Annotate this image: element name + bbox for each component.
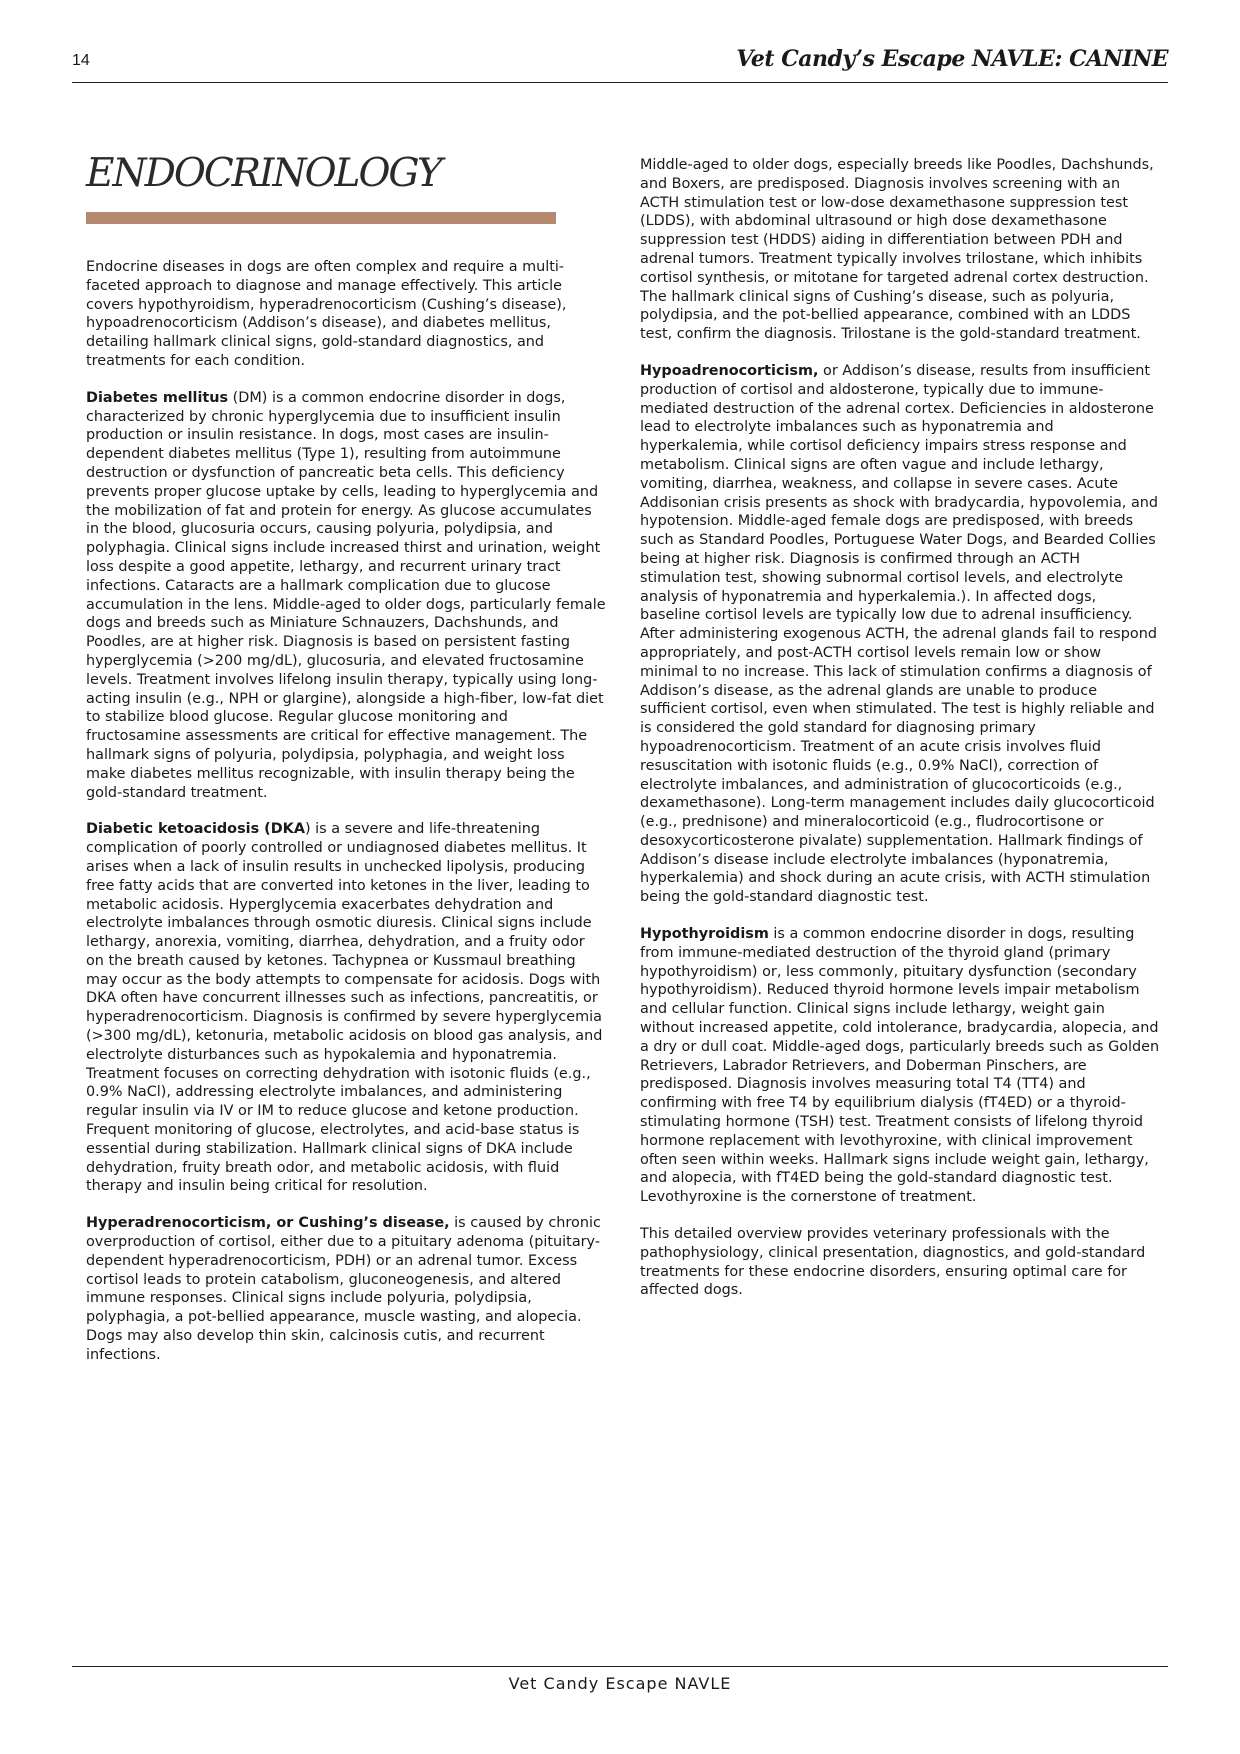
conclusion-paragraph: This detailed overview provides veterinary professionals with the pathophysiology, clinical presentation, diagnostics, and gold-standard treatments for these endocrine disorders, ensuring optimal care for affected dogs. [640,1226,1146,1299]
cushings-heading: Hyperadrenocorticism, or Cushing’s disease, [86,1215,450,1232]
addisons-heading: Hypoadrenocorticism, [640,362,819,379]
diabetes-heading: Diabetes mellitus [86,389,229,406]
intro-paragraph: Endocrine diseases in dogs are often complex and require a multi-faceted approach to diagnose and manage effectively. This article covers hypothyroidism, hyperadrenocorticism (Cushing’s disease), hypoadrenocorticism (Addison’s disease), and diabetes mellitus, detailing hallmark clinical signs, gold-standard diagnostics, and treatments for each condition. [86,259,567,369]
left-column [86,150,606,1383]
dka-body: ) is a severe and life-threatening complication of poorly controlled or undiagnosed diabetes mellitus. It arises when a lack of insulin results in unchecked lipolysis, producing free fatty acids that are converted into ketones in the liver, leading to metabolic acidosis. Hyperglycemia exacerbates dehydration and electrolyte imbalances through osmotic diuresis. Clinical signs include lethargy, anorexia, vomiting, diarrhea, dehydration, and a fruity odor on the breath caused by ketones. Tachypnea or Kussmaul breathing may occur as the body attempts to compensate for acidosis. Dogs with DKA often have concurrent illnesses such as infections, pancreatitis, or hyperadrenocorticism. Diagnosis is confirmed by severe hyperglycemia (>300 mg/dL), ketonuria, metabolic acidosis on blood gas analysis, and electrolyte disturbances such as hypokalemia and hyponatremia. Treatment focuses on correcting dehydration with isotonic fluids (e.g., 0.9% NaCl), addressing electrolyte imbalances, and administering regular insulin via IV or IM to reduce glucose and ketone production. Frequent monitoring of glucose, electrolytes, and acid-base status is essential during stabilization. Hallmark clinical signs of DKA include dehydration, fruity breath odor, and metabolic acidosis, with fluid therapy and insulin being critical for resolution. [86,821,603,1195]
diabetes-body: (DM) is a common endocrine disorder in dogs, characterized by chronic hyperglycemia due to insufficient insulin production or insulin resistance. In dogs, most cases are insulin-dependent diabetes mellitus (Type 1), resulting from autoimmune destruction or dysfunction of pancreatic beta cells. This deficiency prevents proper glucose uptake by cells, leading to hyperglycemia and the mobilization of fat and protein for energy. As glucose accumulates in the blood, glucosuria occurs, causing polyuria, polydipsia, and polyphagia. Clinical signs include increased thirst and urination, weight loss despite a good appetite, lethargy, and recurrent urinary tract infections. Cataracts are a hallmark complication due to glucose accumulation in the lens. Middle-aged to older dogs, particularly female dogs and breeds such as Miniature Schnauzers, Dachshunds, and Poodles, are at higher risk. Diagnosis is based on persistent fasting hyperglycemia (>200 mg/dL), glucosuria, and elevated fructosamine levels. Treatment involves lifelong insulin therapy, typically using long-acting insulin (e.g., NPH or glargine), alongside a high-fiber, low-fat diet to stabilize blood glucose. Regular glucose monitoring and fructosamine assessments are critical for effective management. The hallmark signs of polyuria, polydipsia, polyphagia, and weight loss make diabetes mellitus recognizable, with insulin therapy being the gold-standard treatment. [86,389,606,801]
hypothyroidism-heading: Hypothyroidism [640,926,769,943]
cushings-paragraph [86,1214,606,1364]
addisons-body: or Addison’s disease, results from insufficient production of cortisol and aldosterone, typically due to immune-mediated destruction of the adrenal cortex. Deficiencies in aldosterone lead to electrolyte imbalances such as hyponatremia and hyperkalemia, while cortisol deficiency impairs stress response and metabolism. Clinical signs are often vague and include lethargy, vomiting, diarrhea, weakness, and collapse in severe cases. Acute Addisonian crisis presents as shock with bradycardia, hypovolemia, and hypotension. Middle-aged female dogs are predisposed, with breeds such as Standard Poodles, Portuguese Water Dogs, and Bearded Collies being at higher risk. Diagnosis is confirmed through an ACTH stimulation test, showing subnormal cortisol levels, and electrolyte analysis of hyponatremia and hyperkalemia.). In affected dogs, baseline cortisol levels are typically low due to adrenal insufficiency. After administering exogenous ACTH, the adrenal glands fail to respond appropriately, and post-ACTH cortisol levels remain low or show minimal to no increase. This lack of stimulation confirms a diagnosis of Addison’s disease, as the adrenal glands are unable to produce sufficient cortisol, even when stimulated. The test is highly reliable and is considered the gold standard for diagnosing primary hypoadrenocorticism. Treatment of an acute crisis involves fluid resuscitation with isotonic fluids (e.g., 0.9% NaCl), correction of electrolyte imbalances, and administration of glucocorticoids (e.g., dexamethasone). Long-term management includes daily glucocorticoid (e.g., prednisone) and mineralocorticoid (e.g., fludrocortisone or desoxycorticosterone pivalate) supplementation. Hallmark findings of Addison’s disease include electrolyte imbalances (hyponatremia, hyperkalemia) and shock during an acute crisis, with ACTH stimulation being the gold-standard diagnostic test. [640,362,1159,906]
hypothyroidism-body: is a common endocrine disorder in dogs, resulting from immune-mediated destruction of the thyroid gland (primary hypothyroidism) or, less commonly, pituitary dysfunction (secondary hypothyroidism). Reduced thyroid hormone levels impair metabolism and cellular function. Clinical signs include lethargy, weight gain without increased appetite, cold intolerance, bradycardia, alopecia, and a dry or dull coat. Middle-aged dogs, particularly breeds such as Golden Retrievers, Labrador Retrievers, and Doberman Pinschers, are predisposed. Diagnosis involves measuring total T4 (TT4) and confirming with free T4 by equilibrium dialysis (fT4ED) or a thyroid-stimulating hormone (TSH) test. Treatment consists of lifelong thyroid hormone replacement with levothyroxine, with clinical improvement often seen within weeks. Hallmark signs include weight gain, lethargy, and alopecia, with fT4ED being the gold-standard diagnostic test. Levothyroxine is the cornerstone of treatment. [640,926,1160,1206]
page-number: 14 [72,52,90,69]
cushings-body-part1: is caused by chronic overproduction of cortisol, either due to a pituitary adenoma (pituitary-dependent hyperadrenocorticism, PDH) or an adrenal tumor. Excess cortisol leads to protein catabolism, gluconeogenesis, and altered immune responses. Clinical signs include polyuria, polydipsia, polyphagia, a pot-bellied appearance, muscle wasting, and alopecia. Dogs may also develop thin skin, calcinosis cutis, and recurrent infections. [86,1215,601,1363]
hypothyroidism-paragraph [640,925,1160,1207]
footer-title: Vet Candy Escape NAVLE [508,1674,732,1693]
book-title: Vet Candy’s Escape NAVLE: CANINE [736,46,1168,72]
diabetes-paragraph [86,389,606,803]
header-divider [72,82,1168,83]
footer-divider [72,1666,1168,1667]
title-accent-bar [86,212,556,224]
right-column [640,156,1160,1318]
addisons-paragraph [640,362,1160,907]
cushings-continued-paragraph: Middle-aged to older dogs, especially breeds like Poodles, Dachshunds, and Boxers, are predisposed. Diagnosis involves screening with an ACTH stimulation test or low-dose dexamethasone suppression test (LDDS), with abdominal ultrasound or high dose dexamethasone suppression test (HDDS) aiding in differentiation between PDH and adrenal tumors. Treatment typically involves trilostane, which inhibits cortisol synthesis, or mitotane for targeted adrenal cortex destruction. The hallmark clinical signs of Cushing’s disease, such as polyuria, polydipsia, and the pot-bellied appearance, combined with an LDDS test, confirm the diagnosis. Trilostane is the gold-standard treatment. [640,157,1154,343]
section-title: ENDOCRINOLOGY [86,151,441,196]
dka-paragraph [86,820,606,1196]
dka-heading: Diabetic ketoacidosis (DKA [86,821,305,838]
